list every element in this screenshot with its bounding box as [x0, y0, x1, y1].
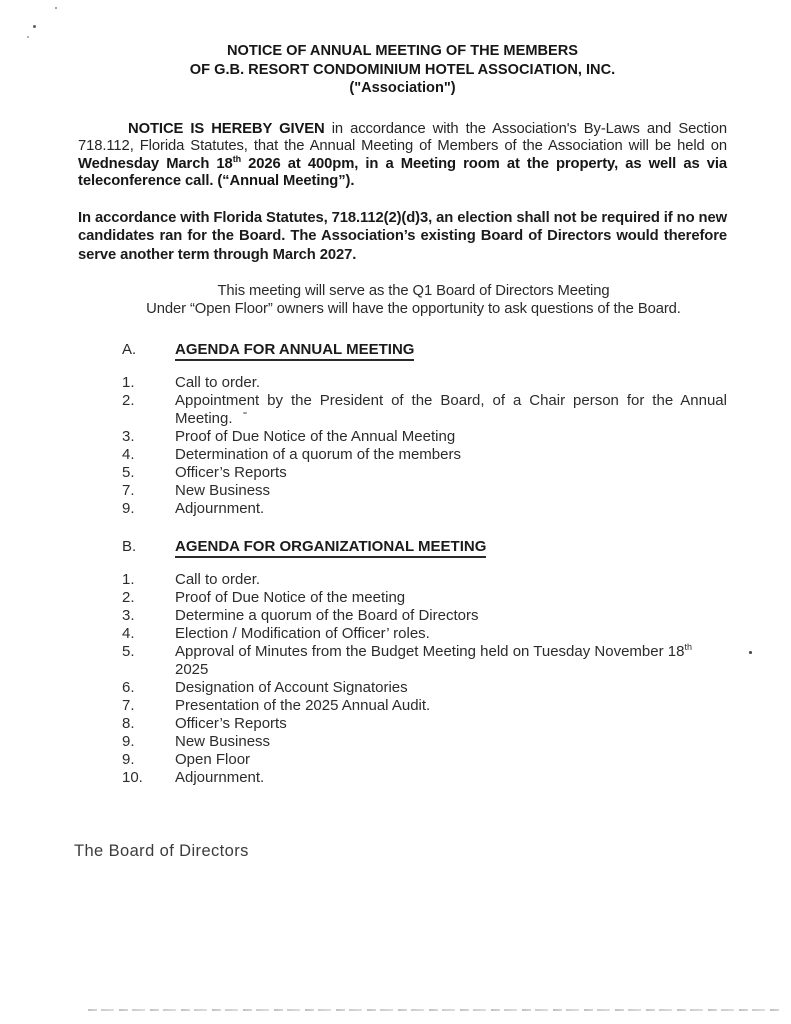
statutes-paragraph: In accordance with Florida Statutes, 718.112(2)(d)3, an election shall not be required if no new candidates ran for the Board. The Association’s existing Board of Directors would therefore serve another term through March 2027. [78, 209, 728, 263]
agenda-item-number: 4. [122, 625, 135, 642]
agenda-item-text: Call to order. [175, 571, 261, 588]
agenda-item-text: Adjournment. [175, 769, 265, 786]
agenda-item-number: 3. [122, 428, 135, 445]
meeting-info-line-2: Under “Open Floor” owners will have the opportunity to ask questions of the Board. [146, 301, 681, 317]
agenda-item-text: Open Floor [175, 751, 251, 768]
agenda-item-number: 6. [122, 679, 135, 696]
section-a-heading: AGENDA FOR ANNUAL MEETING [175, 340, 414, 359]
agenda-item [78, 428, 727, 446]
agenda-item-text: Officer’s Reports [175, 715, 287, 732]
agenda-a-list [78, 374, 727, 518]
meeting-info [78, 282, 727, 318]
agenda-item-number: 9. [122, 751, 135, 768]
agenda-item-text: New Business [175, 482, 271, 499]
title-line-3: ("Association") [349, 80, 456, 96]
agenda-item [78, 482, 727, 500]
scan-artifact-line [88, 1009, 780, 1011]
agenda-item [78, 374, 727, 392]
agenda-item [78, 679, 727, 697]
agenda-item-text: Proof of Due Notice of the meeting [175, 589, 406, 606]
agenda-item-text: Officer’s Reports [175, 464, 287, 481]
title-line-1: NOTICE OF ANNUAL MEETING OF THE MEMBERS [226, 43, 579, 59]
meeting-info-line-1: This meeting will serve as the Q1 Board of Directors Meeting [217, 283, 610, 299]
agenda-item-number: 1. [122, 374, 135, 391]
scan-speck [749, 651, 752, 654]
section-a-heading-row [78, 340, 727, 359]
scan-speck [55, 7, 57, 9]
signature-line: The Board of Directors [74, 842, 249, 860]
agenda-item-text: Determination of a quorum of the members [175, 446, 461, 463]
document-title [78, 42, 727, 98]
section-a-label: A. [122, 341, 137, 358]
agenda-item-number: 3. [122, 607, 135, 624]
agenda-item-text: Determine a quorum of the Board of Directors [175, 607, 479, 624]
agenda-item-text: New Business [175, 733, 271, 750]
agenda-item-number: 4. [122, 446, 135, 463]
agenda-item [78, 715, 727, 733]
agenda-item-number: 9. [122, 500, 135, 517]
agenda-item [78, 751, 727, 769]
title-line-2: OF G.B. RESORT CONDOMINIUM HOTEL ASSOCIATION, INC. [189, 61, 616, 78]
agenda-item [78, 697, 727, 715]
agenda-item-number: 2. [122, 392, 135, 409]
agenda-item-number: 1. [122, 571, 135, 588]
agenda-item-text: Proof of Due Notice of the Annual Meeting [175, 428, 456, 445]
agenda-item [78, 500, 727, 518]
agenda-item-number: 7. [122, 697, 135, 714]
agenda-item [78, 625, 727, 643]
agenda-item-number: 7. [122, 482, 135, 499]
agenda-item [78, 733, 727, 751]
agenda-item [78, 769, 727, 787]
agenda-item-number: 5. [122, 643, 135, 660]
agenda-item-text: Presentation of the 2025 Annual Audit. [175, 697, 431, 714]
agenda-item [78, 392, 727, 428]
agenda-item-number: 2. [122, 589, 135, 606]
notice-paragraph: NOTICE IS HEREBY GIVEN in accordance with the Association's By-Laws and Section 718.112, Florida Statutes, that the Annual Meeting of Members of the Association will be held on Wednesday March 18th 2026 at 400pm, in a Meeting room at the property, as well as via teleconference call. (“Annual Meeting”). [78, 120, 727, 189]
agenda-item-text: Designation of Account Signatories [175, 679, 408, 696]
agenda-item [78, 571, 727, 589]
agenda-item [78, 464, 727, 482]
agenda-item-text: Appointment by the President of the Board, of a Chair person for the Annual Meeting. [175, 392, 727, 427]
agenda-item-number: 9. [122, 733, 135, 750]
agenda-item-text: Adjournment. [175, 500, 265, 517]
document-content [74, 0, 728, 861]
agenda-item-number: 5. [122, 464, 135, 481]
agenda-item-number: 8. [122, 715, 135, 732]
agenda-item-text: Approval of Minutes from the Budget Meeting held on Tuesday November 18th 2025 [175, 642, 692, 678]
agenda-item-number: 10. [122, 769, 143, 786]
scan-speck [33, 25, 36, 28]
section-b-heading-row [78, 537, 727, 556]
scan-speck [27, 36, 29, 38]
agenda-item-text: Election / Modification of Officer’ roles. [175, 625, 430, 642]
agenda-item-text: Call to order. [175, 374, 261, 391]
agenda-item [78, 643, 727, 679]
section-b-heading: AGENDA FOR ORGANIZATIONAL MEETING [175, 537, 486, 556]
agenda-item [78, 589, 727, 607]
section-b-label: B. [122, 538, 137, 555]
agenda-b-list [78, 571, 727, 787]
agenda-item [78, 607, 727, 625]
agenda-item [78, 446, 727, 464]
